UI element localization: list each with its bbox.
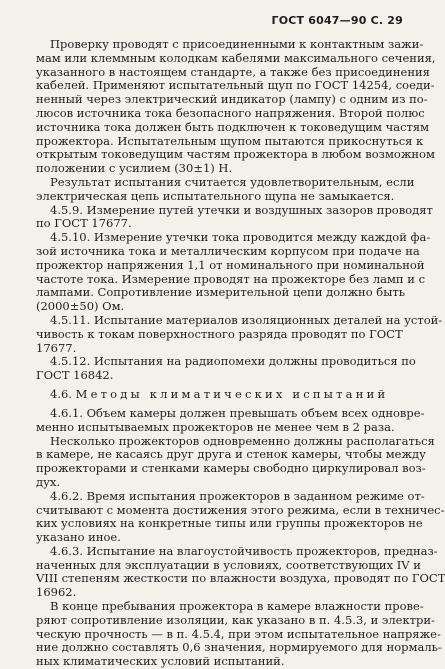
text-line: дух. (36, 474, 60, 489)
text-line: люсов источника тока безопасного напряжения. Второй полюс (36, 105, 425, 120)
text-line: прожекторами и стенками камеры свободно циркулировал воз- (36, 461, 426, 476)
text-line: ческую прочность — в п. 4.5.4, при этом испытательное напряже- (36, 626, 441, 641)
text-line: в камере, не касаясь друг друга и стенок камеры, чтобы между (36, 447, 426, 462)
text-line: 4.5.9. Измерение путей утечки и воздушных зазоров проводят (50, 202, 433, 217)
text-line: (2000±50) Ом. (36, 299, 125, 314)
text-line: по ГОСТ 17677. (36, 216, 132, 231)
paragraph (36, 174, 415, 204)
text-line: ких условиях на конкретные типы или группы прожекторов не (36, 516, 423, 531)
paragraph (36, 599, 442, 669)
paragraph (36, 202, 433, 232)
text-line: 17677. (36, 340, 77, 355)
text-line: 16962. (36, 585, 77, 600)
paragraph (36, 37, 436, 176)
text-line: 4.6.2. Время испытания прожекторов в заданном режиме от- (50, 488, 425, 503)
text-line: Результат испытания считается удовлетворительным, если (50, 174, 415, 189)
section-heading (36, 387, 395, 401)
paragraph (36, 312, 443, 355)
text-line: прожектора. Испытательным щупом пытаются прикоснуться к (36, 133, 424, 148)
text-line: положении с усилием (30±1) Н. (36, 161, 233, 176)
text-line: наченных для эксплуатации в условиях, соответствующих IV и (36, 557, 421, 572)
paragraph (36, 354, 416, 383)
text-line: 4.5.12. Испытания на радиопомехи должны проводиться по (50, 354, 416, 369)
text-line: чивость к токам поверхностного разряда проводят по ГОСТ (36, 326, 403, 341)
document-body (36, 37, 445, 669)
text-line: мам или клеммным колодкам кабелями максимального сечения, (36, 50, 436, 65)
text-line: электрическая цепь испытательного щупа не замыкается. (36, 188, 395, 203)
paragraph (36, 488, 445, 545)
text-line: прожектор напряжения 1,1 от номинального при номинальной (36, 257, 425, 272)
page-header: ГОСТ 6047—90 С. 29 (271, 14, 403, 27)
text-line: менно испытываемых прожекторов не менее чем в 2 раза. (36, 419, 395, 434)
text-line: частоте тока. Измерение проводят на прожекторе без ламп и с (36, 271, 426, 286)
section-title: Методы климатических испытаний (75, 386, 389, 401)
text-line: 4.5.10. Измерение утечки тока проводится между каждой фа- (50, 230, 431, 245)
paragraph (36, 230, 431, 314)
text-line: ных климатических условий испытаний. (36, 654, 285, 669)
text-line: Проверку проводят с присоединенными к контактным зажи- (50, 37, 424, 51)
paragraph (36, 433, 435, 490)
paragraph (36, 405, 425, 435)
text-line: указано иное. (36, 530, 121, 545)
text-line: ненный через электрический индикатор (лампу) с одним из по- (36, 92, 428, 107)
text-line: зой источника тока и металлическим корпусом при подаче на (36, 243, 420, 258)
text-line: ние должно составлять 0,6 значения, нормируемого для нормаль- (36, 640, 442, 655)
section-number: 4.6. (50, 386, 72, 401)
text-line: ГОСТ 16842. (36, 368, 114, 383)
text-line: указанного в настоящем стандарте, а также без присоединения (36, 64, 430, 79)
text-line: кабелей. Применяют испытательный щуп по ГОСТ 14254, соеди- (36, 78, 435, 93)
text-block-1 (36, 37, 443, 383)
text-line: считывают с момента достижения этого режима, если в техничес- (36, 502, 445, 517)
text-line: лампами. Сопротивление измерительной цепи должно быть (36, 285, 405, 300)
text-line: 4.6.3. Испытание на влагоустойчивость прожекторов, предназ- (50, 543, 438, 558)
text-line: 4.5.11. Испытание материалов изоляционных деталей на устой- (50, 312, 443, 327)
paragraph (36, 543, 445, 600)
text-line: ряют сопротивление изоляции, как указано в п. 4.5.3, и электри- (36, 612, 435, 627)
text-line: источника тока должен быть подключен к токоведущим частям (36, 119, 430, 134)
text-line: открытым токоведущим частям прожектора в любом возможном (36, 147, 435, 162)
text-line: VIII степеням жесткости по влажности воздуха, проводят по ГОСТ (36, 571, 445, 586)
text-line: В конце пребывания прожектора в камере влажности прове- (50, 599, 424, 614)
text-line: 4.6.1. Объем камеры должен превышать объем всех одновре- (50, 405, 425, 420)
text-line: Несколько прожекторов одновременно должны располагаться (50, 433, 435, 448)
text-block-2 (36, 405, 445, 669)
